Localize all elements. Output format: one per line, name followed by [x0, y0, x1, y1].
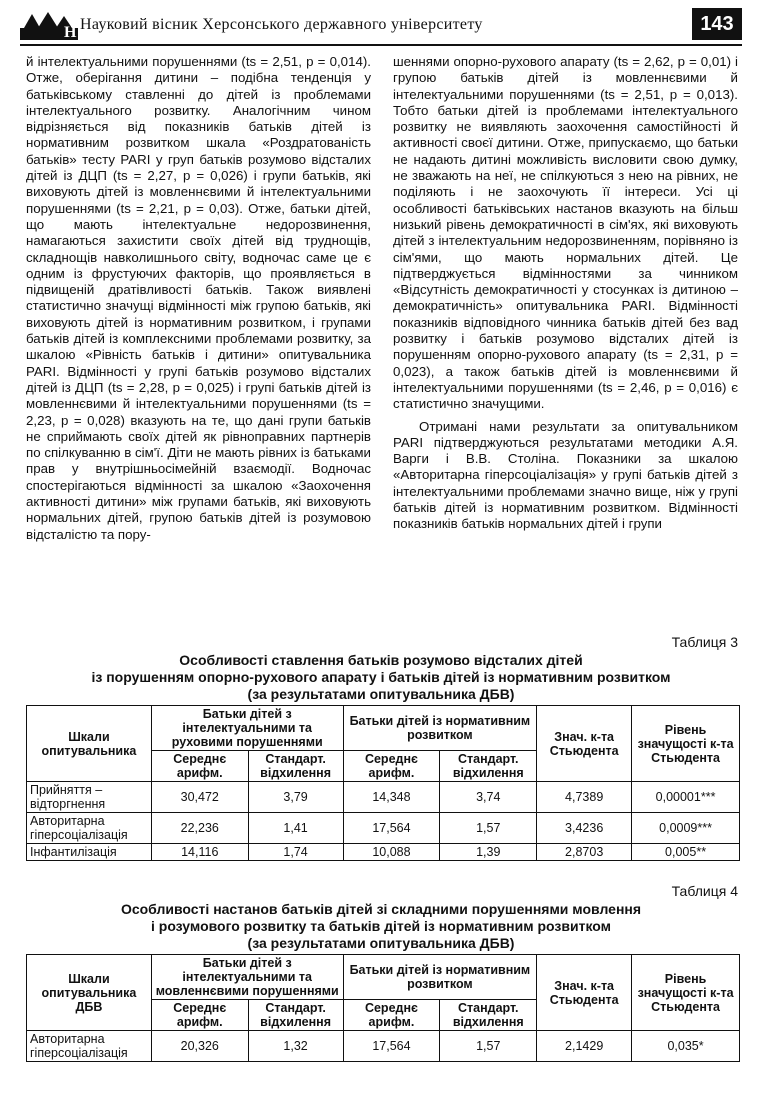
table4-label: Таблиця 4 — [671, 883, 738, 899]
cell: 20,326 — [151, 1031, 248, 1062]
col-header-sd: Стандарт. відхилення — [440, 751, 537, 782]
col-header-p: Рівень значущості к-та Стьюдента — [632, 706, 740, 782]
col-header-mean: Середнє арифм. — [343, 1000, 440, 1031]
cell: 0,0009*** — [632, 813, 740, 844]
cell: 0,00001*** — [632, 782, 740, 813]
col-header-t: Знач. к-та Стьюдента — [537, 955, 632, 1031]
left-column — [26, 54, 371, 543]
article-body — [26, 54, 738, 614]
cell: 3,4236 — [537, 813, 632, 844]
col-header-mean: Середнє арифм. — [151, 1000, 248, 1031]
cell: 22,236 — [151, 813, 248, 844]
cell: 1,41 — [248, 813, 343, 844]
paragraph: Отримані нами результати за опитувальником PARI підтверджуються результатами методики А.Я. Варги і В.В. Століна. Показники за шкалою «Авторитарна гіперсоціалізація» у групі батьків дітей з інтелектуальними проблемами значно вище, ніж у групі батьків дітей із нормативним розвитком. Відмінності показників батьків нормальних дітей і групи — [393, 418, 738, 532]
cell: 1,57 — [440, 1031, 537, 1062]
cell: 0,005** — [632, 844, 740, 861]
col-header-t: Знач. к-та Стьюдента — [537, 706, 632, 782]
col-header-sd: Стандарт. відхилення — [440, 1000, 537, 1031]
table3-title-line: (за результатами опитувальника ДБВ) — [247, 686, 515, 702]
table3 — [26, 705, 740, 861]
cell: 2,1429 — [537, 1031, 632, 1062]
cell: Авторитарна гіперсоціалізація — [27, 1031, 152, 1062]
cell: 17,564 — [343, 1031, 440, 1062]
university-logo-icon — [20, 10, 78, 40]
table3-title-line: із порушенням опорно-рухового апарату і батьків дітей із нормативним розвитком — [91, 669, 671, 685]
table-row — [27, 813, 740, 844]
cell: Авторитарна гіперсоціалізація — [27, 813, 152, 844]
col-header-group1: Батьки дітей з інтелектуальними та мовленнєвими порушеннями — [151, 955, 343, 1000]
table-row — [27, 844, 740, 861]
table3-title — [24, 652, 738, 703]
table-row — [27, 1031, 740, 1062]
col-header-group2: Батьки дітей із нормативним розвитком — [343, 955, 537, 1000]
page-number: 143 — [692, 8, 742, 40]
col-header-p: Рівень значущості к-та Стьюдента — [632, 955, 740, 1031]
col-header-scale: Шкали опитувальника — [27, 706, 152, 782]
cell: 1,57 — [440, 813, 537, 844]
table3-label: Таблиця 3 — [671, 634, 738, 650]
cell: 1,32 — [248, 1031, 343, 1062]
table4 — [26, 954, 740, 1062]
cell: 3,74 — [440, 782, 537, 813]
header-rule — [20, 44, 742, 46]
cell: 0,035* — [632, 1031, 740, 1062]
cell: Прийняття – відторгнення — [27, 782, 152, 813]
cell: 2,8703 — [537, 844, 632, 861]
cell: 3,79 — [248, 782, 343, 813]
cell: 14,116 — [151, 844, 248, 861]
col-header-sd: Стандарт. відхилення — [248, 1000, 343, 1031]
page-header — [20, 6, 742, 44]
table3-title-line: Особливості ставлення батьків розумово відсталих дітей — [179, 652, 583, 668]
cell: 10,088 — [343, 844, 440, 861]
cell: 30,472 — [151, 782, 248, 813]
cell: 4,7389 — [537, 782, 632, 813]
paragraph: шеннями опорно-рухового апарату (ts = 2,62, p = 0,01) і групою батьків дітей із мовленнєвими й інтелектуальними порушеннями (ts = 2,51, p = 0,013). Тобто батьки дітей із проблемами інтелектуального розвитку не виявляють заохочення самостійності й активності своєї дитини. Отже, припускаємо, що батьки не надають дитині можливість висловити свою думку, не зважають на неї, не спілкуються з нею на рівних, не поділяють і не заохочують її інтереси. Усі ці особливості батьківських настанов вказують на більш низький рівень демократичності в сім'ях, які виховують дітей з інтелектуальним недорозвиненням, порівняно із сім'ями, що мають нормальних дітей. Це підтверджується відмінностями за чинником «Відсутність демократичності у стосунках із дитиною – демократичність» опитувальника PARI. Відмінності показників відповідного чинника батьків дітей без вад розвитку і батьків розумово відсталих дітей із порушенням опорно-рухового апарату (ts = 2,31, p = 0,023), а також батьків дітей із мовленнєвими й інтелектуальними порушеннями (ts = 2,46, p = 0,016) є статистично значущими. — [393, 54, 738, 412]
right-column — [393, 54, 738, 533]
col-header-sd: Стандарт. відхилення — [248, 751, 343, 782]
table4-title-line: і розумового розвитку та батьків дітей із нормативним розвитком — [150, 918, 611, 934]
table4-title-line: (за результатами опитувальника ДБВ) — [247, 935, 515, 951]
col-header-group1: Батьки дітей з інтелектуальними та руховими порушеннями — [151, 706, 343, 751]
journal-title: Науковий вісник Херсонського державного університету — [80, 16, 483, 33]
cell: Інфантилізація — [27, 844, 152, 861]
cell: 1,74 — [248, 844, 343, 861]
cell: 17,564 — [343, 813, 440, 844]
table4-title-line: Особливості настанов батьків дітей зі складними порушеннями мовлення — [120, 901, 642, 917]
col-header-mean: Середнє арифм. — [343, 751, 440, 782]
paragraph: й інтелектуальними порушеннями (ts = 2,51, p = 0,014). Отже, оберігання дитини – подібна тенденція у батьківському ставленні до дітей із проблемами інтелектуального розвитку. Аналогічним чином відрізняється від показників батьків дітей із нормативним розвитком шкала «Роздратованість батьків» тесту PARI у груп батьків розумово відсталих дітей із ДЦП (ts = 2,27, p = 0,026) і групи батьків, які виховують дітей із мовленнєвими й інтелектуальними порушеннями (ts = 2,21, p = 0,03). Отже, батьки дітей, що мають інтелектуальне недорозвинення, намагаються захистити своїх дітей від труднощів, складнощів навколишнього світу, водночас саме це є одним із фрустуючих факторів, що проявляється в підвищеній дратівливості батьків. Також виявлені статистично значущі відмінності між групою батьків, які виховують дітей із нормативним розвитком, і групами батьків дітей із комплексними проблемами розвитку, за шкалою «Рівність батьків і дитини» опитувальника PARI. Відмінності у групі батьків розумово відсталих дітей із ДЦП (ts = 2,28, p = 0,025) і групі батьків дітей із мовленнєвими й інтелектуальними порушеннями (ts = 2,23, p = 0,028) вказують на те, що дані групи батьків не сприймають своїх дітей як рівноправних партнерів по спілкуванню в сім'ї. Діти не мають рівних із батьками прав у внутрішньосімейній взаємодії. Водночас спостерігаються відмінності за шкалою «Заохочення активності дитини» між групами батьків, які виховують нормальних дітей, групою батьків дітей із розумовою відсталістю та пору- — [26, 54, 371, 542]
col-header-mean: Середнє арифм. — [151, 751, 248, 782]
col-header-scale: Шкали опитувальника ДБВ — [27, 955, 152, 1031]
cell: 14,348 — [343, 782, 440, 813]
svg-text:Н: Н — [64, 24, 77, 40]
cell: 1,39 — [440, 844, 537, 861]
table-row — [27, 782, 740, 813]
col-header-group2: Батьки дітей із нормативним розвитком — [343, 706, 537, 751]
table4-title — [24, 901, 738, 952]
